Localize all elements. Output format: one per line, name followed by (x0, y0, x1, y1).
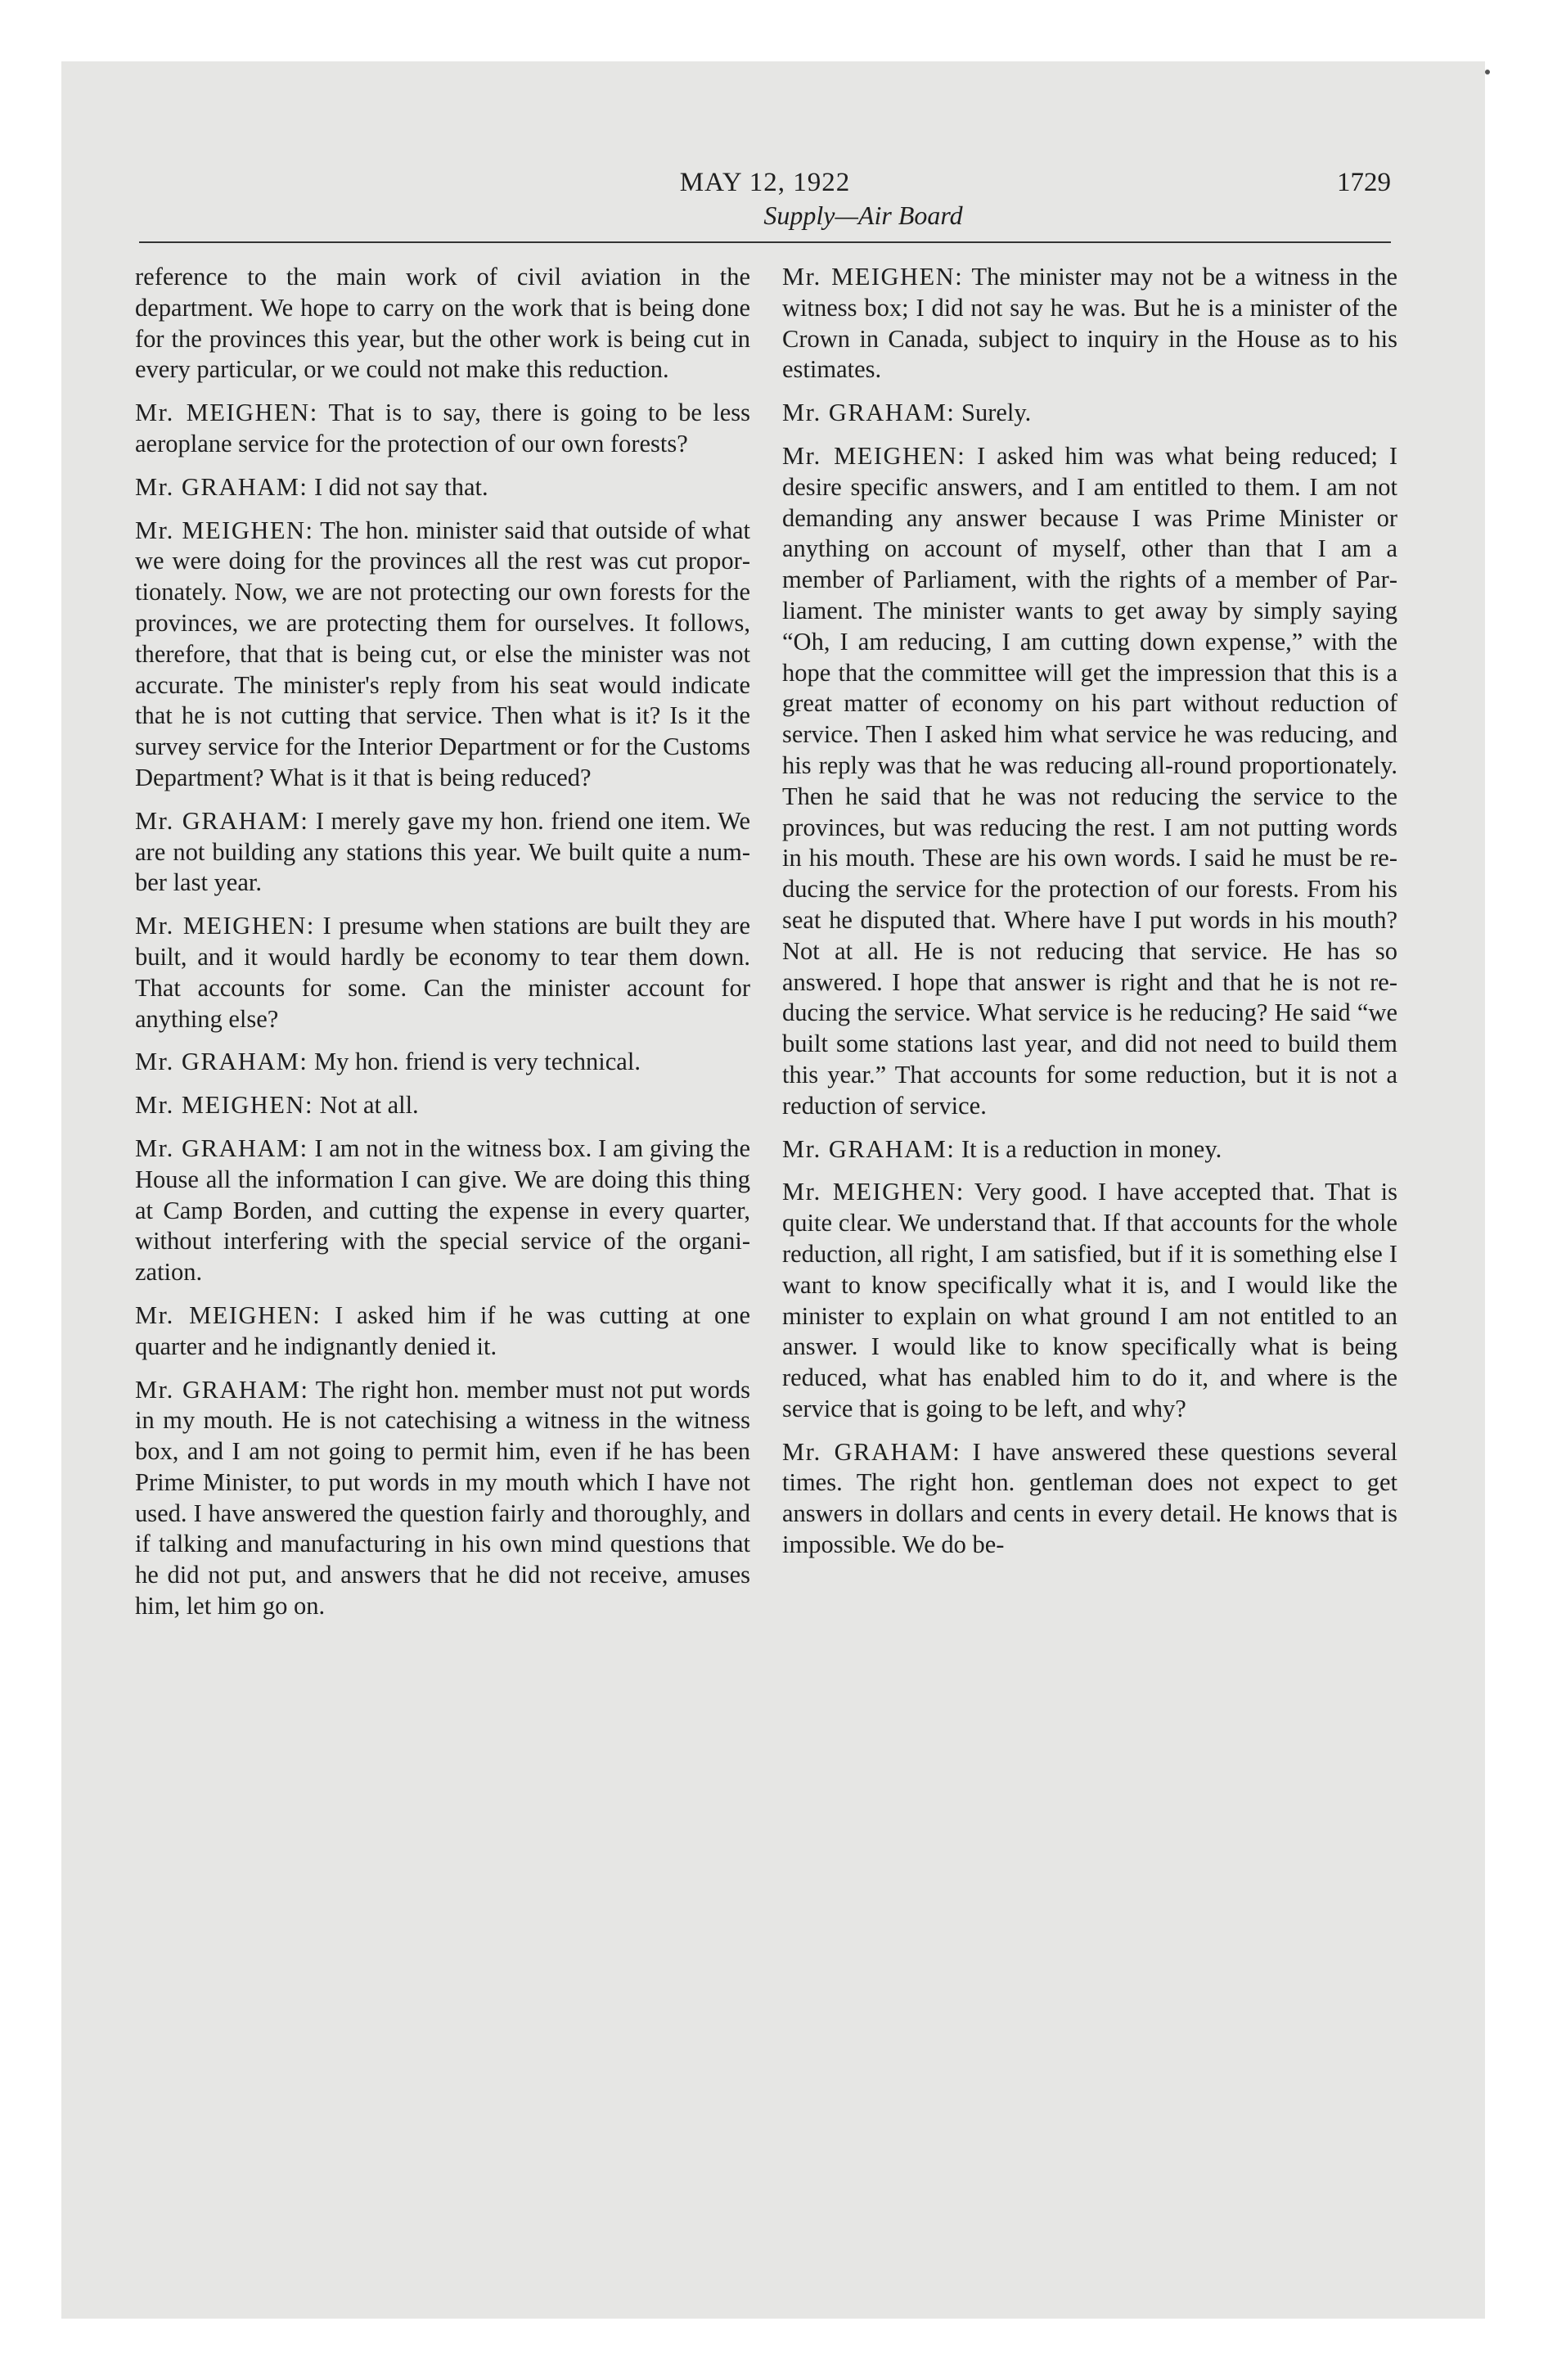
paragraph (135, 398, 750, 460)
paragraph (135, 1090, 750, 1121)
paragraph-text: The right hon. member must not put words in my mouth. He is not catechising a witness in the witness box, and I am not going to permit him, even if he has been Prime Minister, to put words in my mouth which I have not used. I have answered the question fairly and thoroughly, and if talking and manufacturing in his own mind questions that he did not put, and answers that he did not receive, amuses him, let him go on. (135, 1375, 750, 1620)
paragraph-text: I have answered these questions several times. The right hon. gentleman does not expect to get answers in dollars and cents in every detail. He knows that is impossible. We do be- (782, 1437, 1398, 1559)
speaker-name: Mr. GRAHAM: (135, 1375, 309, 1404)
paragraph (782, 1134, 1397, 1165)
paragraph-text: I asked him was what being reduced; I desire specific answers, and I am entitled to them. I am not demanding any answer because I was Prime Minister or anything on account of myself, other than that I am a member of Parliament, with the rights of a member of Parliament. The minister wants to get away by simply saying “Oh, I am reducing, I am cutting down expense,” with the hope that the committee will get the impression that this is a great matter of economy on his part without reduction of service. Then I asked him what service he was reducing, and his reply was that he was reducing all-round proportionately. Then he said that he was not reducing the service to the provinces, but was reducing the rest. I am not putting words in his mouth. These are his own words. I said he must be reducing the service for the protection of our forests. From his seat he disputed that. Where have I put words in his mouth? Not at all. He is not reducing that service. He has so answered. I hope that answer is right and that he is not reducing the service. What service is he reducing? He said “we built some stations last year, and did not need to build them this year.” That accounts for some reduction, but it is not a reduction of service. (782, 441, 1397, 1120)
speaker-name: Mr. GRAHAM: (135, 472, 308, 501)
paragraph (135, 806, 750, 899)
paragraph-text: I asked him if he was cutting at one quarter and he indignantly denied it. (135, 1300, 750, 1360)
paragraph-text: That is to say, there is going to be less aeroplane service for the protection of our own forests? (135, 399, 750, 458)
speaker-name: Mr. MEIGHEN: (135, 1091, 313, 1120)
page-number: 1729 (1337, 168, 1391, 197)
speaker-name: Mr. GRAHAM: (135, 806, 309, 835)
right-column (782, 262, 1397, 1573)
paragraph (782, 1437, 1397, 1561)
paragraph (782, 441, 1397, 1122)
paragraph (782, 1177, 1397, 1424)
speaker-name: Mr. MEIGHEN: (135, 399, 318, 427)
paragraph (135, 516, 750, 794)
speaker-name: Mr. MEIGHEN: (782, 1178, 965, 1206)
header-date: MAY 12, 1922 (679, 168, 851, 197)
paragraph-text: My hon. friend is very technical. (314, 1048, 641, 1076)
speaker-name: Mr. MEIGHEN: (135, 1300, 322, 1329)
paragraph (135, 911, 750, 1034)
margin-speck (1485, 70, 1490, 74)
paragraph-text: It is a reduction in money. (961, 1134, 1222, 1163)
left-column (135, 262, 750, 1634)
paragraph-text: The minister may not be a witness in the witness box; I did not say he was. But he is a minister of the Crown in Canada, subject to inquiry in the House as to his estimates. (782, 263, 1398, 384)
paragraph-text: Not at all. (319, 1091, 419, 1120)
paragraph-text: The hon. minister said that outside of what we were doing for the provinces all the rest was cut proportionately. Now, we are not protecting our own forests for the provinces, we are protecting them for ourselves. It follows, therefore, that that is being cut, or else the minister was not accurate. The minister's reply from his seat would indicate that he is not cutting that service. Then what is it? Is it the survey service for the Interior Department or for the Customs Department? What is it that is being reduced? (135, 516, 750, 791)
paragraph (135, 1134, 750, 1288)
paragraph-text: I am not in the witness box. I am giving the House all the information I can give. We are doing this thing at Camp Borden, and cutting the expense in every quarter, without interfering with the special service of the organization. (135, 1134, 750, 1287)
paragraph (782, 262, 1397, 385)
speaker-name: Mr. MEIGHEN: (782, 441, 966, 470)
speaker-name: Mr. MEIGHEN: (782, 263, 964, 291)
paragraph-text: I merely gave my hon. friend one item. We are not building any stations this year. We built quite a number last year. (135, 806, 750, 897)
paragraph (135, 1375, 750, 1622)
speaker-name: Mr. GRAHAM: (782, 1134, 956, 1163)
header-rule (139, 241, 1391, 243)
paragraph (135, 472, 750, 503)
paragraph-text: reference to the main work of civil aviation in the department. We hope to carry on the work that is being done for the provinces this year, but the other work is being cut in every particular, or we could not make this reduction. (135, 263, 750, 384)
paragraph-text: I did not say that. (314, 472, 488, 501)
paragraph-text: Very good. I have accepted that. That is quite clear. We understand that. If that accounts for the whole reduction, all right, I am satisfied, but if it is something else I want to know specifically what it is, and I would like the minister to explain on what ground I am not entitled to an answer. I would like to know specifically what is being reduced, what has enabled him to do it, and where is the service that is going to be left, and why? (782, 1178, 1398, 1422)
speaker-name: Mr. MEIGHEN: (135, 912, 315, 940)
speaker-name: Mr. GRAHAM: (782, 1437, 961, 1466)
speaker-name: Mr. GRAHAM: (135, 1048, 308, 1076)
paragraph (782, 398, 1397, 429)
paragraph-text: I presume when stations are built they are built, and it would hardly be economy to tear them down. That accounts for some. Can the minister account for anything else? (135, 912, 751, 1033)
speaker-name: Mr. GRAHAM: (782, 399, 956, 427)
paragraph-text: Surely. (961, 399, 1032, 427)
speaker-name: Mr. GRAHAM: (135, 1134, 308, 1162)
paragraph (135, 1300, 750, 1363)
paragraph (135, 262, 750, 385)
page-header (139, 168, 1391, 241)
paragraph (135, 1047, 750, 1078)
header-subject: Supply—Air Board (763, 201, 963, 230)
speaker-name: Mr. MEIGHEN: (135, 516, 314, 544)
